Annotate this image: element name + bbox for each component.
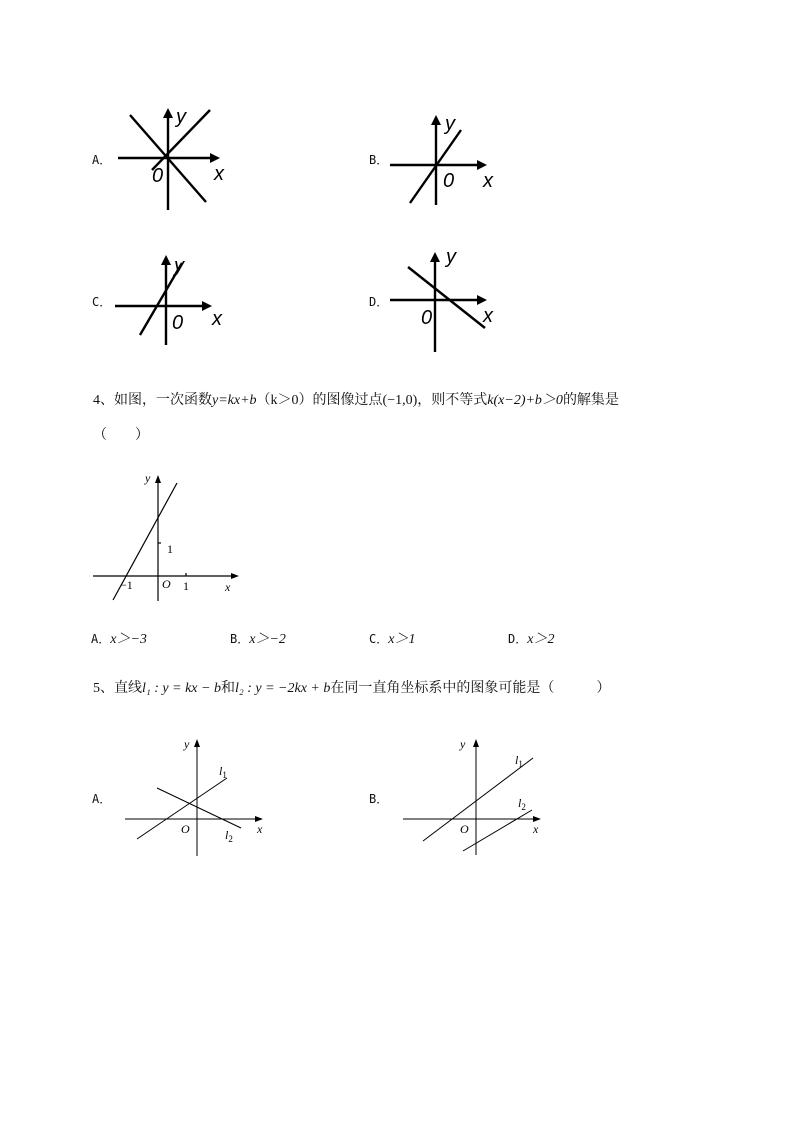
l1-label: $l_1$	[219, 764, 227, 780]
q4-choice-c[interactable]: C．x＞1	[369, 632, 416, 647]
q3-graph-d	[385, 240, 515, 355]
q4-mid2: ，则不等式	[417, 393, 488, 408]
y-axis-arrow	[431, 115, 441, 125]
q5-line-2: l₂ : y = −2kx + b	[234, 681, 331, 696]
q4-stem	[93, 389, 619, 409]
q4-choice-b[interactable]: B．x＞−2	[230, 632, 286, 647]
x-label: x	[483, 170, 493, 192]
l1-label: $l_1$	[515, 753, 523, 769]
q5-option-b-label: B．	[369, 792, 389, 806]
q3-graph-a	[110, 100, 240, 215]
origin-label: O	[181, 822, 190, 836]
line-l2	[463, 810, 532, 851]
line-l1	[423, 758, 533, 841]
x-label: x	[483, 305, 493, 327]
y-axis-arrow	[163, 108, 173, 118]
q4-figure	[85, 465, 250, 605]
x-axis-arrow	[202, 301, 212, 311]
x-label: x	[533, 822, 539, 836]
y-label: y	[174, 255, 184, 277]
origin-label: O	[162, 577, 171, 591]
q5-line-1: l₁ : y = kx − b	[142, 681, 221, 696]
q4-suffix: 的解集是	[562, 393, 619, 408]
tick-label-y-1: 1	[167, 542, 173, 556]
q5-prefix: 5、直线	[93, 681, 142, 696]
y-axis-arrow	[155, 475, 161, 483]
x-label: x	[212, 308, 222, 330]
q3-graph-c	[110, 245, 240, 355]
origin-label: 0	[421, 307, 433, 329]
x-axis-arrow	[477, 160, 487, 170]
line-l2	[157, 788, 241, 828]
x-axis-arrow	[231, 573, 239, 579]
x-label: x	[214, 163, 224, 185]
y-label: y	[446, 246, 456, 268]
q4-answer-blank: （ ）	[93, 428, 149, 443]
q4-choice-a[interactable]: A．x＞−3	[91, 632, 147, 647]
y-label: y	[184, 737, 190, 751]
q4-prefix: 4、如图，一次函数	[93, 393, 212, 408]
q4-choice-d[interactable]: D．x＞2	[508, 632, 555, 647]
origin-label: 0	[152, 165, 164, 187]
y-label: y	[460, 737, 466, 751]
q3-option-d-label: D．	[369, 295, 389, 309]
q5-suffix: 在同一直角坐标系中的图象可能是（ ）	[330, 681, 611, 696]
x-axis-arrow	[477, 295, 487, 305]
origin-label: O	[460, 822, 469, 836]
q5-graph-b	[395, 730, 555, 860]
y-label: y	[445, 113, 455, 135]
q4-point: (−1,0)	[382, 393, 418, 408]
q5-stem	[93, 677, 610, 697]
line-1	[408, 267, 485, 328]
origin-label: 0	[443, 170, 455, 192]
y-axis-arrow	[430, 252, 440, 262]
q5-and: 和	[220, 681, 235, 696]
tick-label-x-neg1: −1	[120, 578, 133, 592]
x-label: x	[225, 580, 231, 594]
y-axis-arrow	[161, 255, 171, 265]
q4-mid: 的图像过点	[312, 393, 383, 408]
l2-label: $l_2$	[518, 796, 526, 812]
q3-option-c-label: C．	[92, 295, 112, 309]
x-label: x	[257, 822, 263, 836]
origin-label: 0	[172, 312, 184, 334]
x-axis-arrow	[210, 153, 220, 163]
q3-option-b-label: B．	[369, 153, 389, 167]
q3-graph-b	[385, 105, 515, 220]
l2-label: $l_2$	[225, 828, 233, 844]
tick-label-x-1: 1	[183, 579, 189, 593]
q5-option-a-label: A．	[92, 792, 112, 806]
q3-option-a-label: A．	[92, 153, 112, 167]
q5-graph-a	[115, 730, 275, 860]
y-axis-arrow	[194, 739, 200, 747]
q4-function: y=kx+b	[212, 393, 257, 408]
y-label: y	[145, 471, 151, 485]
q4-condition: （k＞0）	[256, 393, 313, 408]
q4-inequality: k(x−2)+b＞0	[487, 393, 563, 408]
y-label: y	[176, 106, 186, 128]
y-axis-arrow	[473, 739, 479, 747]
